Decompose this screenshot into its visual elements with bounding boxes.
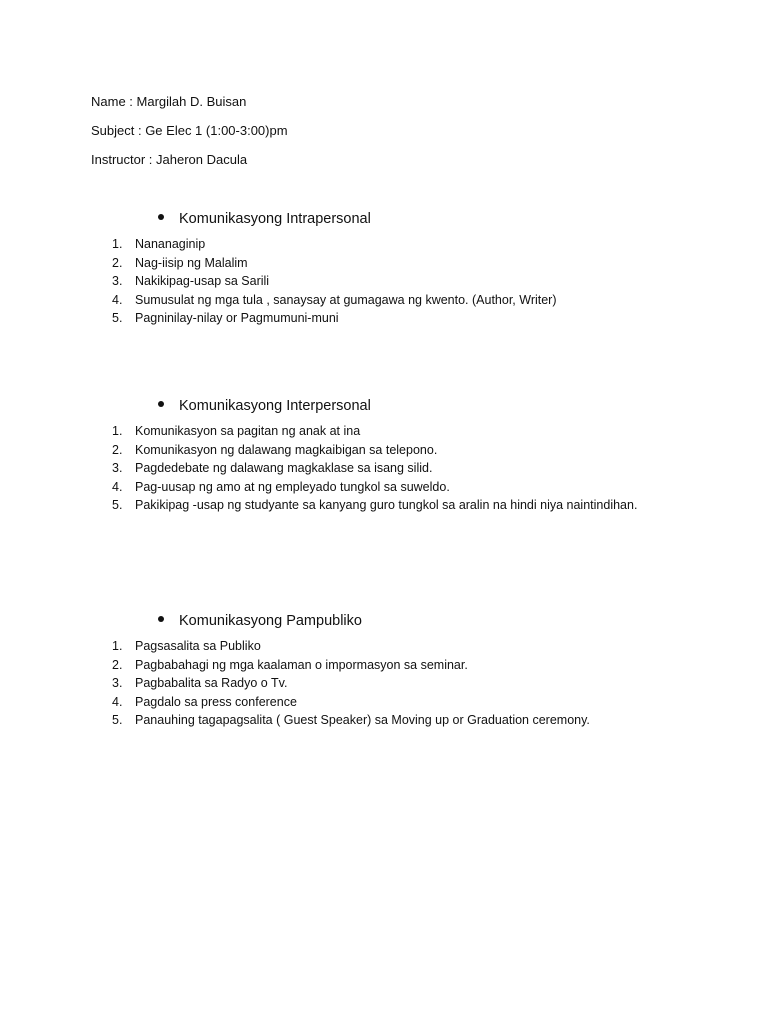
item-number: 1. (112, 639, 123, 653)
item-text: Komunikasyon ng dalawang magkaibigan sa telepono. (135, 442, 438, 457)
instructor-line: Instructor : Jaheron Dacula (91, 152, 248, 167)
item-text: Pagninilay-nilay or Pagmumuni-muni (135, 311, 339, 325)
item-text: Nakikipag-usap sa Sarili (135, 274, 270, 288)
item-number: 4. (112, 694, 123, 709)
item-number: 3. (112, 274, 123, 288)
item-text: Nag-iisip ng Malalim (135, 255, 248, 270)
section-heading (158, 612, 362, 630)
bullet-icon (158, 401, 164, 407)
item-text: Pagdalo sa press conference (135, 694, 297, 709)
item-number: 3. (112, 676, 123, 690)
item-number: 2. (112, 657, 123, 672)
item-number: 5. (112, 311, 123, 325)
section-heading (158, 397, 371, 415)
item-number: 5. (112, 713, 123, 727)
item-text: Pagbabalita sa Radyo o Tv. (135, 676, 288, 690)
item-text: Pagbabahagi ng mga kaalaman o impormasyon sa seminar. (135, 657, 468, 672)
item-text: Pakikipag -usap ng studyante sa kanyang guro tungkol sa aralin na hindi niya naintindihan. (135, 498, 638, 512)
item-text: Panauhing tagapagsalita ( Guest Speaker) sa Moving up or Graduation ceremony. (135, 713, 590, 727)
item-number: 1. (112, 424, 123, 438)
item-number: 4. (112, 479, 123, 494)
item-number: 1. (112, 237, 123, 251)
item-text: Nananaginip (135, 237, 206, 251)
section-heading (158, 210, 371, 228)
item-number: 3. (112, 461, 123, 475)
item-number: 5. (112, 498, 123, 512)
name-line: Name : Margilah D. Buisan (91, 94, 247, 109)
item-text: Komunikasyon sa pagitan ng anak at ina (135, 424, 361, 438)
item-number: 4. (112, 292, 123, 307)
item-text: Pagsasalita sa Publiko (135, 639, 261, 653)
section-heading-text: Komunikasyong Interpersonal (179, 398, 371, 414)
item-number: 2. (112, 255, 123, 270)
subject-line: Subject : Ge Elec 1 (1:00-3:00)pm (91, 123, 288, 138)
section-heading-text: Komunikasyong Intrapersonal (179, 211, 371, 227)
item-text: Sumusulat ng mga tula , sanaysay at gumagawa ng kwento. (Author, Writer) (135, 292, 557, 307)
item-text: Pagdedebate ng dalawang magkaklase sa isang silid. (135, 461, 433, 475)
bullet-icon (158, 214, 164, 220)
item-number: 2. (112, 442, 123, 457)
section-heading-text: Komunikasyong Pampubliko (179, 613, 362, 629)
item-text: Pag-uusap ng amo at ng empleyado tungkol sa suweldo. (135, 479, 450, 494)
bullet-icon (158, 616, 164, 622)
